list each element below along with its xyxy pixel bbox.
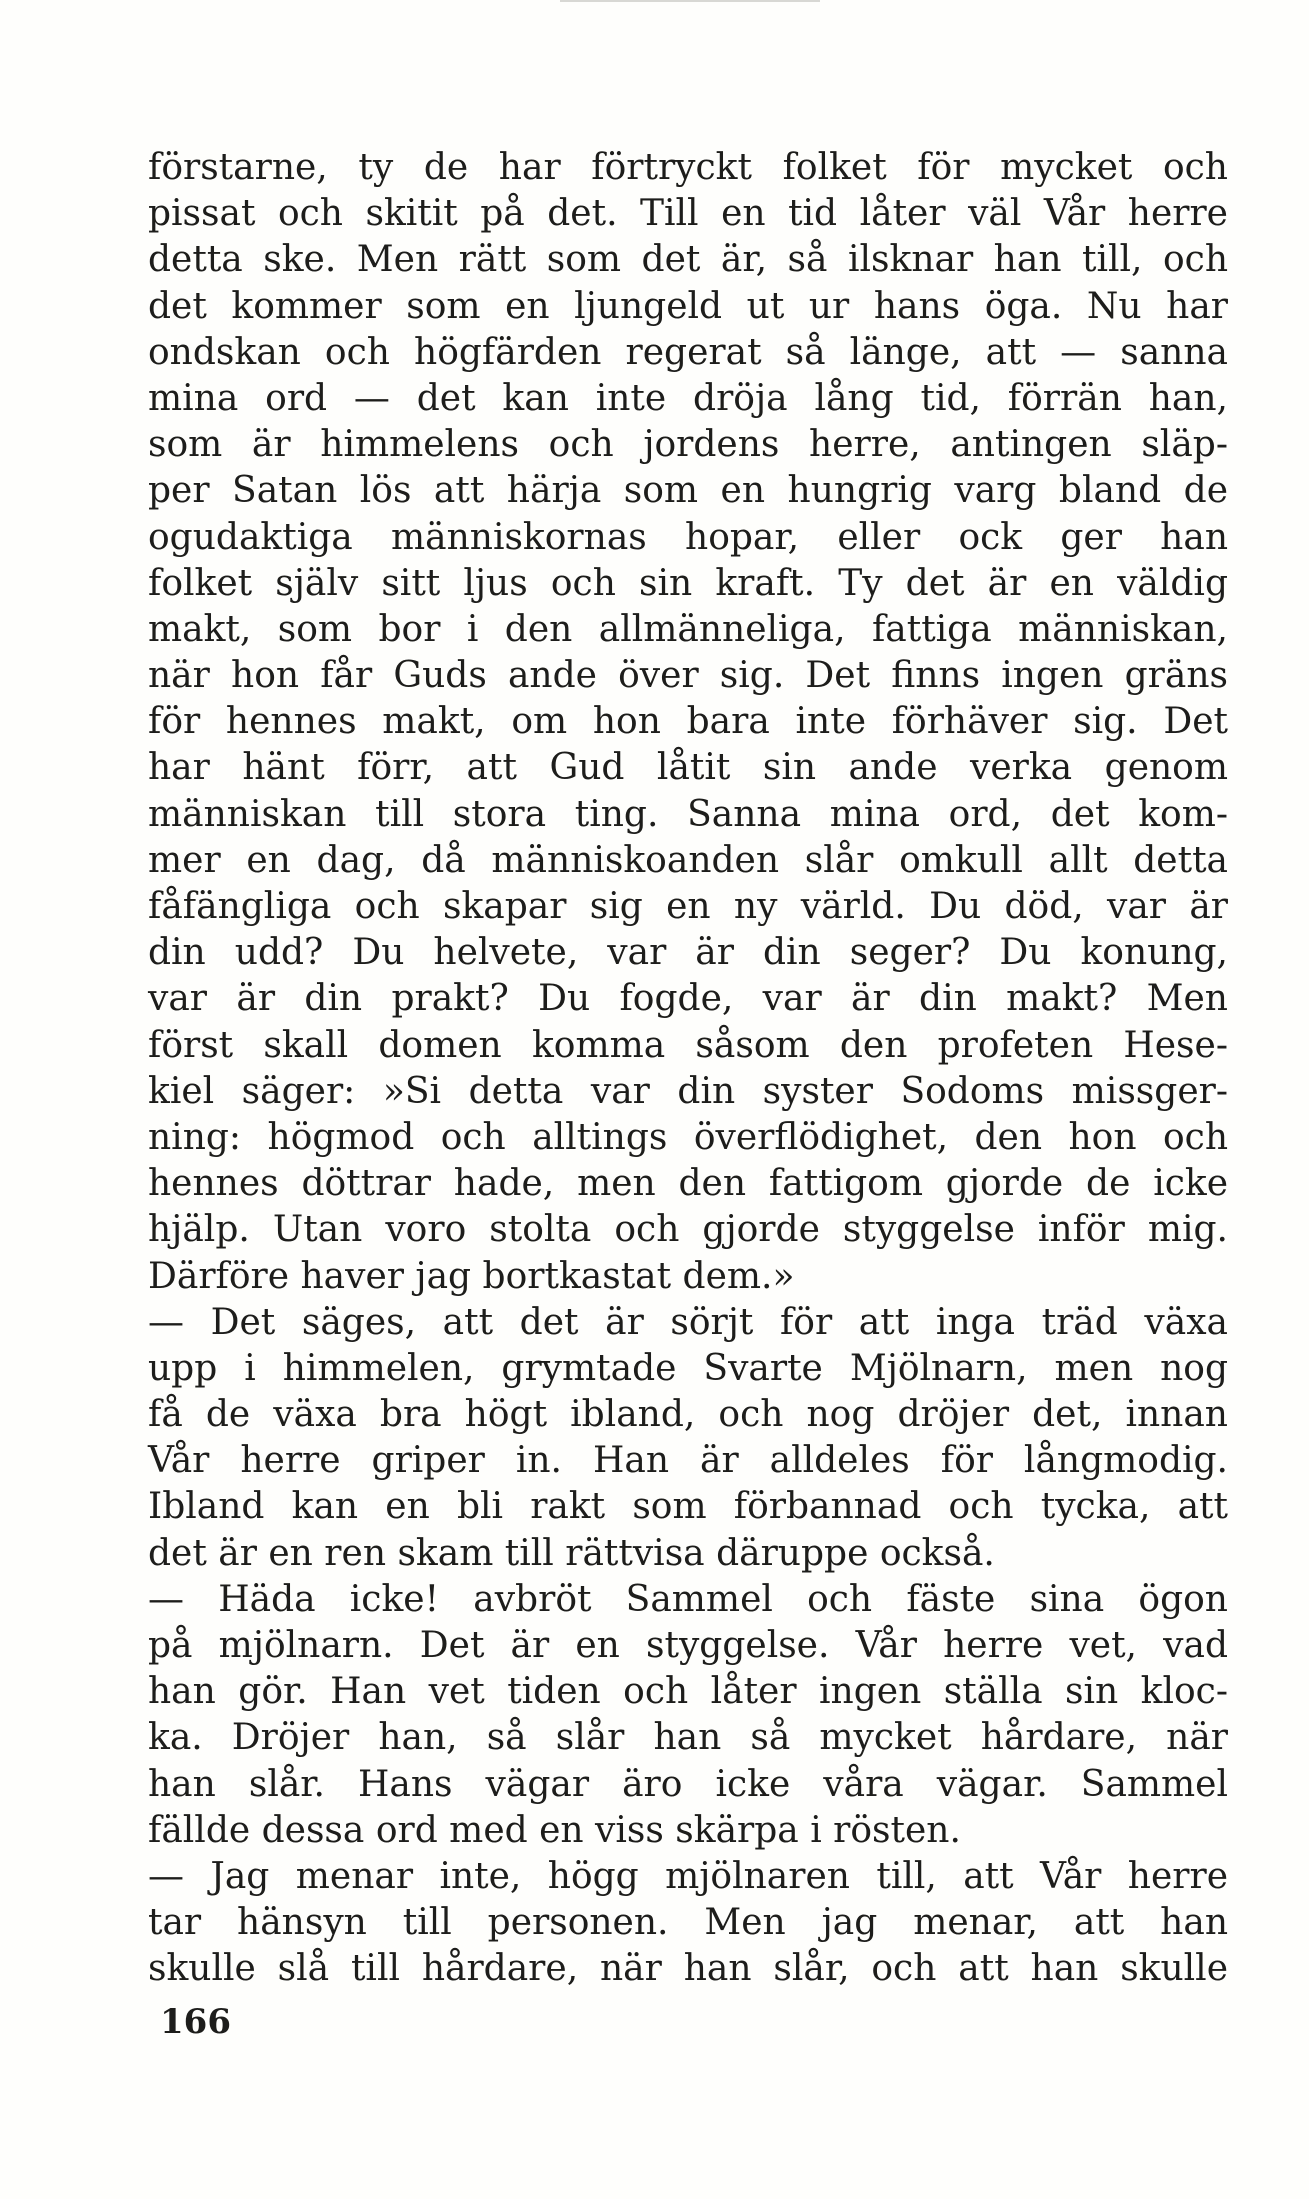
text-line: mina ord — det kan inte dröja lång tid, förrän han, (148, 377, 1228, 419)
text-line: det är en ren skam till rättvisa däruppe också. (148, 1532, 995, 1574)
body-text (148, 145, 1228, 1993)
text-line: hjälp. Utan voro stolta och gjorde styggelse inför mig. (148, 1209, 1228, 1251)
page-edge-mark (560, 0, 820, 2)
text-line: Ibland kan en bli rakt som förbannad och tycka, att (148, 1486, 1228, 1528)
text-line: var är din prakt? Du fogde, var är din makt? Men (148, 978, 1228, 1020)
text-line: det kommer som en ljungeld ut ur hans öga. Nu har (148, 285, 1228, 327)
text-line: först skall domen komma såsom den profeten Hese- (148, 1024, 1228, 1066)
text-line: ka. Dröjer han, så slår han så mycket hårdare, när (148, 1717, 1228, 1759)
text-line: Därföre haver jag bortkastat dem.» (148, 1255, 795, 1297)
text-line: ondskan och högfärden regerat så länge, att — sanna (148, 331, 1228, 373)
text-line: när hon får Guds ande över sig. Det finns ingen gräns (148, 655, 1228, 697)
text-line: makt, som bor i den allmänneliga, fattiga människan, (148, 608, 1228, 650)
text-line: — Jag menar inte, högg mjölnaren till, att Vår herre (148, 1855, 1228, 1897)
text-line: upp i himmelen, grymtade Svarte Mjölnarn, men nog (148, 1347, 1228, 1389)
text-line: för hennes makt, om hon bara inte förhäver sig. Det (148, 701, 1228, 743)
text-line: som är himmelens och jordens herre, antingen släp- (148, 424, 1228, 466)
text-line: pissat och skitit på det. Till en tid låter väl Vår herre (148, 193, 1228, 235)
text-line: skulle slå till hårdare, när han slår, och att han skulle (148, 1948, 1228, 1990)
text-line: mer en dag, då människoanden slår omkull allt detta (148, 839, 1228, 881)
text-line: tar hänsyn till personen. Men jag menar, att han (148, 1902, 1228, 1944)
text-line: din udd? Du helvete, var är din seger? Du konung, (148, 932, 1228, 974)
page-number: 166 (160, 2002, 231, 2042)
text-line: få de växa bra högt ibland, och nog dröjer det, innan (148, 1394, 1228, 1436)
text-line: ogudaktiga människornas hopar, eller ock ger han (148, 516, 1228, 558)
text-line: detta ske. Men rätt som det är, så ilsknar han till, och (148, 239, 1228, 281)
text-line: har hänt förr, att Gud låtit sin ande verka genom (148, 747, 1228, 789)
text-line: ning: högmod och alltings överflödighet, den hon och (148, 1116, 1228, 1158)
text-line: på mjölnarn. Det är en styggelse. Vår herre vet, vad (148, 1625, 1228, 1666)
text-line: han slår. Hans vägar äro icke våra vägar. Sammel (148, 1763, 1228, 1805)
text-line: per Satan lös att härja som en hungrig varg bland de (148, 470, 1228, 512)
text-line: människan till stora ting. Sanna mina ord, det kom- (148, 793, 1228, 835)
text-line: fåfängliga och skapar sig en ny värld. Du död, var är (148, 886, 1228, 927)
text-line: förstarne, ty de har förtryckt folket för mycket och (148, 147, 1228, 188)
text-line: han gör. Han vet tiden och låter ingen ställa sin kloc- (148, 1671, 1228, 1713)
text-line: — Det säges, att det är sörjt för att inga träd växa (148, 1301, 1228, 1343)
text-line: Vår herre griper in. Han är alldeles för långmodig. (148, 1440, 1228, 1482)
text-line: hennes döttrar hade, men den fattigom gjorde de icke (148, 1163, 1228, 1205)
text-line: — Häda icke! avbröt Sammel och fäste sina ögon (148, 1578, 1228, 1620)
text-line: fällde dessa ord med en viss skärpa i rösten. (148, 1809, 961, 1851)
text-line: folket själv sitt ljus och sin kraft. Ty det är en väldig (148, 562, 1228, 604)
text-line: kiel säger: »Si detta var din syster Sodoms missger- (148, 1070, 1228, 1112)
